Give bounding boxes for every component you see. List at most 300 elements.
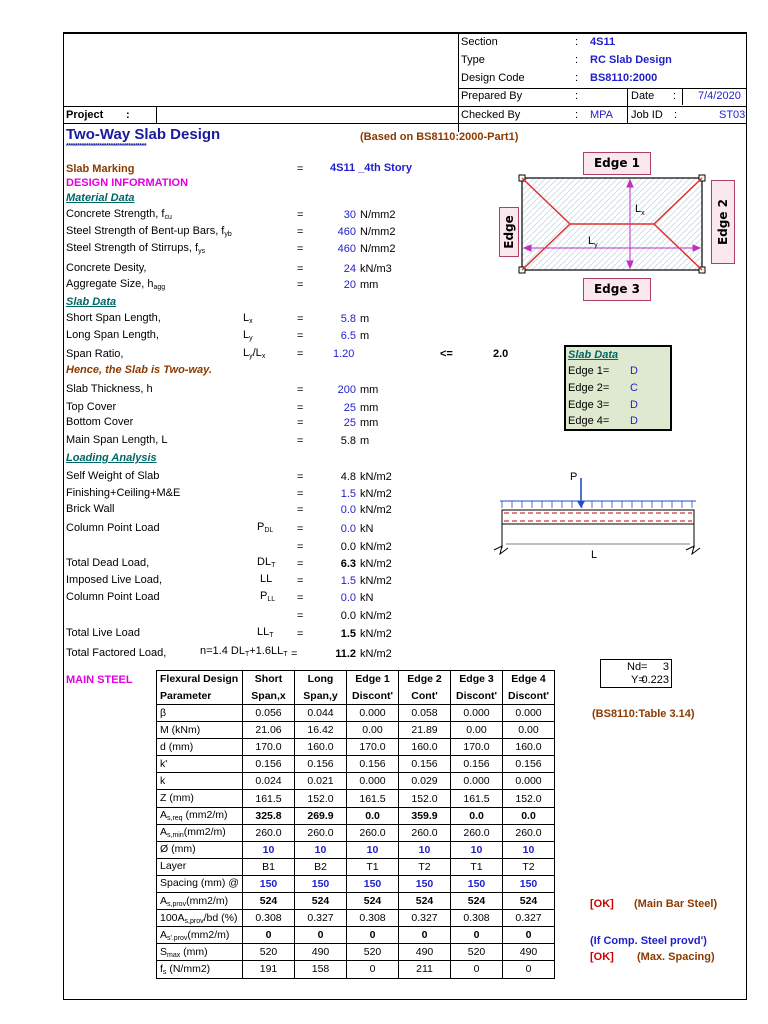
page-title: Two-Way Slab Design [66, 126, 221, 143]
header-divider [682, 88, 683, 105]
value-cell: 269.9 [295, 807, 347, 824]
header-line [458, 88, 747, 89]
total-live-symbol: $LL_T$ [257, 626, 274, 639]
beam-load-diagram [490, 468, 710, 568]
edge-condition-value: D [630, 365, 638, 377]
parameter-cell: $A_{s,min}(mm2/m)$ [157, 824, 243, 841]
max-spacing-ok: [OK] [590, 951, 614, 963]
value-cell: 260.0 [503, 824, 555, 841]
total-factored-formula: n=1.4 $DL_T+1.6LL_T$ [200, 645, 288, 658]
date-label: Date [631, 90, 655, 102]
table-row [157, 824, 555, 841]
value-cell: 150 [243, 875, 295, 892]
table-row [157, 807, 555, 824]
value-cell: T1 [451, 858, 503, 875]
eq: = [297, 610, 304, 622]
value-cell: 260.0 [451, 824, 503, 841]
date-colon: : [673, 90, 677, 102]
main-bar-note: (Main Bar Steel) [634, 898, 718, 910]
parameter-cell: d (mm) [157, 739, 243, 756]
value-cell: 0.00 [347, 722, 399, 739]
eq: = [297, 541, 304, 553]
material-value: 460 [337, 243, 356, 255]
table-header-row [157, 688, 555, 705]
span-ratio-label: Span Ratio, [66, 348, 124, 360]
edge-4-text: Edge [502, 215, 516, 249]
column-load-dl-value: 0.0 [340, 523, 356, 535]
jobid-colon: : [674, 109, 678, 121]
nd-value: 3 [662, 661, 669, 673]
value-cell: 524 [243, 893, 295, 910]
eq: = [297, 402, 304, 414]
value-cell: 152.0 [503, 790, 555, 807]
edge-condition-value: D [630, 399, 638, 411]
table-header: Edge 4 [503, 671, 555, 688]
value-cell: 0 [503, 961, 555, 978]
parameter-cell: M (kNm) [157, 722, 243, 739]
table-header: Cont' [399, 688, 451, 705]
value-cell: 21.89 [399, 722, 451, 739]
value-cell: 0.0 [347, 807, 399, 824]
value-cell: 0.308 [347, 910, 399, 927]
right-break [686, 546, 700, 554]
point-load-arrowhead [577, 501, 585, 508]
total-dead-value: 6.3 [340, 558, 356, 570]
total-dead-unit: kN/m2 [360, 558, 392, 570]
left-break [494, 546, 508, 554]
comp-steel-note: (If Comp. Steel provd') [590, 935, 707, 947]
slab-box-title: Slab Data [568, 349, 619, 361]
main-steel-heading: MAIN STEEL [66, 674, 133, 686]
value-cell: 0.156 [399, 756, 451, 773]
nd-label: Nd= [627, 661, 648, 673]
parameter-cell: $A_{s'.prov}(mm2/m)$ [157, 927, 243, 944]
value-cell: 0 [295, 927, 347, 944]
value-cell: 10 [295, 841, 347, 858]
value-cell: 524 [503, 893, 555, 910]
value-cell: 0.029 [399, 773, 451, 790]
value-cell: 0.156 [503, 756, 555, 773]
value-cell: 170.0 [451, 739, 503, 756]
parameter-cell: $100A_{s,prov}/bd$ (%) [157, 910, 243, 927]
parameter-cell: $f_s$ (N/mm2) [157, 961, 243, 978]
header-line [63, 106, 747, 107]
edge-3-label: Edge 3 [583, 278, 651, 301]
value-cell: 0.156 [451, 756, 503, 773]
point-load-label: P [570, 471, 578, 483]
value-cell: 150 [295, 875, 347, 892]
long-span-label: Long Span Length, [66, 329, 159, 341]
slab-thickness-value: 200 [337, 384, 356, 396]
edge-4-label [499, 207, 519, 257]
value-cell: B1 [243, 858, 295, 875]
material-label: Concrete Strength, $f_{cu}$ [66, 208, 172, 221]
column-load-ll-area-unit: kN/m2 [360, 610, 392, 622]
edge-2-label [711, 180, 735, 264]
edge-condition-value: C [630, 382, 638, 394]
header-divider [156, 106, 157, 123]
value-cell: 0 [347, 927, 399, 944]
loading-heading: Loading Analysis [66, 452, 157, 464]
value-cell: 161.5 [451, 790, 503, 807]
parameter-cell: $A_{s,prov}(mm2/m)$ [157, 893, 243, 910]
imposed-live-unit: kN/m2 [360, 575, 392, 587]
slab-thickness-label: Slab Thickness, h [66, 383, 153, 395]
material-value: 460 [337, 226, 356, 238]
project-colon: : [126, 109, 130, 121]
value-cell: 0.021 [295, 773, 347, 790]
short-span-symbol: $L_x$ [243, 312, 253, 325]
brick-wall-value: 0.0 [340, 504, 356, 516]
value-cell: 10 [347, 841, 399, 858]
eq: = [297, 417, 304, 429]
self-weight-label: Self Weight of Slab [66, 470, 160, 482]
section-colon: : [575, 36, 579, 48]
code-label: Design Code [461, 72, 525, 84]
material-value: 20 [343, 279, 356, 291]
eq: = [297, 471, 304, 483]
value-cell: T1 [347, 858, 399, 875]
material-heading: Material Data [66, 192, 135, 204]
prepared-label: Prepared By [461, 90, 523, 102]
table-row [157, 944, 555, 961]
table-row [157, 893, 555, 910]
edge-2-text: Edge 2 [716, 198, 730, 246]
value-cell: 359.9 [399, 807, 451, 824]
type-label: Type [461, 54, 485, 66]
bottom-cover-unit: mm [360, 417, 379, 429]
eq: = [297, 209, 304, 221]
table-header: Long [295, 671, 347, 688]
total-dead-symbol: $DL_T$ [257, 556, 276, 569]
total-live-value: 1.5 [340, 628, 356, 640]
value-cell: 0.056 [243, 705, 295, 722]
eq: = [297, 226, 304, 238]
value-cell: 152.0 [295, 790, 347, 807]
finishing-value: 1.5 [340, 488, 356, 500]
value-cell: 0.000 [503, 773, 555, 790]
table-header: Edge 3 [451, 671, 503, 688]
parameter-cell: Z (mm) [157, 790, 243, 807]
total-live-label: Total Live Load [66, 627, 140, 639]
top-cover-label: Top Cover [66, 401, 117, 413]
eq: = [297, 313, 304, 325]
table-row [157, 927, 555, 944]
beam-section [502, 510, 694, 524]
table-row [157, 705, 555, 722]
short-span-label: Short Span Length, [66, 312, 161, 324]
short-span-value: 5.8 [340, 313, 356, 325]
design-info-heading: DESIGN INFORMATION [66, 177, 189, 189]
bottom-cover-label: Bottom Cover [66, 416, 134, 428]
brick-wall-label: Brick Wall [66, 503, 115, 515]
value-cell: 260.0 [243, 824, 295, 841]
edge-condition-label: Edge 3= [568, 399, 610, 411]
value-cell: 0.327 [399, 910, 451, 927]
y-label: Y= [631, 674, 645, 686]
parameter-cell: β [157, 705, 243, 722]
value-cell: 0.00 [451, 722, 503, 739]
prepared-colon: : [575, 90, 579, 102]
table-row [157, 722, 555, 739]
eq: = [297, 523, 304, 535]
value-cell: 260.0 [347, 824, 399, 841]
eq: = [297, 263, 304, 275]
value-cell: 0 [347, 961, 399, 978]
table-row [157, 910, 555, 927]
value-cell: 0.000 [347, 705, 399, 722]
value-cell: 170.0 [243, 739, 295, 756]
ratio-limit: 2.0 [493, 348, 509, 360]
column-load-dl-area-unit: kN/m2 [360, 541, 392, 553]
value-cell: 0 [399, 927, 451, 944]
parameter-cell: $S_{max}$ (mm) [157, 944, 243, 961]
header-divider [458, 32, 459, 132]
y-value: 0.223 [641, 674, 669, 686]
value-cell: 0.0 [503, 807, 555, 824]
column-load-dl-symbol: $P_{DL}$ [257, 521, 274, 534]
slab-marking-label: Slab Marking [66, 163, 135, 175]
parameter-cell: k' [157, 756, 243, 773]
bottom-cover-value: 25 [343, 417, 356, 429]
finishing-label: Finishing+Ceiling+M&E [66, 487, 181, 499]
table-header: Edge 2 [399, 671, 451, 688]
span-ratio-value: 1.20 [333, 348, 355, 360]
slab-edge-conditions-box [564, 345, 672, 431]
value-cell: 160.0 [399, 739, 451, 756]
total-dead-label: Total Dead Load, [66, 557, 150, 569]
value-cell: 520 [243, 944, 295, 961]
eq: = [297, 592, 304, 604]
nd-gamma-box [600, 659, 672, 688]
value-cell: 0 [243, 927, 295, 944]
code-basis: (Based on BS8110:2000-Part1) [360, 131, 519, 143]
value-cell: 160.0 [295, 739, 347, 756]
value-cell: 0.308 [451, 910, 503, 927]
table-header: Discont' [503, 688, 555, 705]
table-row [157, 858, 555, 875]
value-cell: 490 [503, 944, 555, 961]
value-cell: B2 [295, 858, 347, 875]
value-cell: 490 [295, 944, 347, 961]
table-header: Span,x [243, 688, 295, 705]
value-cell: 524 [295, 893, 347, 910]
finishing-unit: kN/m2 [360, 488, 392, 500]
main-bar-ok: [OK] [590, 898, 614, 910]
value-cell: 10 [399, 841, 451, 858]
column-load-dl-label: Column Point Load [66, 522, 160, 534]
value-cell: 0 [451, 961, 503, 978]
jobid-label: Job ID [631, 109, 663, 121]
value-cell: 0.000 [347, 773, 399, 790]
value-cell: 260.0 [399, 824, 451, 841]
table-header: Flexural Design [157, 671, 243, 688]
edge-condition-label: Edge 1= [568, 365, 610, 377]
value-cell: 150 [399, 875, 451, 892]
material-label: Aggregate Size, $h_{agg}$ [66, 278, 166, 291]
self-weight-unit: kN/m2 [360, 471, 392, 483]
column-load-ll-area-value: 0.0 [340, 610, 356, 622]
slab-thickness-unit: mm [360, 384, 379, 396]
value-cell: 520 [451, 944, 503, 961]
value-cell: 150 [451, 875, 503, 892]
value-cell: 10 [503, 841, 555, 858]
section-label: Section [461, 36, 498, 48]
parameter-cell: Layer [157, 858, 243, 875]
value-cell: 260.0 [295, 824, 347, 841]
value-cell: 524 [399, 893, 451, 910]
ly-label: $L_y$ [588, 235, 598, 249]
value-cell: T2 [399, 858, 451, 875]
main-span-value: 5.8 [340, 435, 356, 447]
table-row [157, 875, 555, 892]
value-cell: 160.0 [503, 739, 555, 756]
short-span-unit: m [360, 313, 370, 325]
code-value: BS8110:2000 [590, 72, 658, 84]
material-unit: N/mm2 [360, 209, 396, 221]
value-cell: 161.5 [347, 790, 399, 807]
value-cell: 150 [503, 875, 555, 892]
material-unit: N/mm2 [360, 226, 396, 238]
eq: = [297, 163, 304, 175]
section-value: 4S11 [590, 36, 616, 48]
type-value: RC Slab Design [590, 54, 672, 66]
column-load-ll-label: Column Point Load [66, 591, 160, 603]
udl-arrows [502, 501, 692, 508]
self-weight-value: 4.8 [340, 471, 356, 483]
table-row [157, 841, 555, 858]
material-unit: kN/m3 [360, 263, 392, 275]
value-cell: 0.00 [503, 722, 555, 739]
long-span-symbol: $L_y$ [243, 329, 253, 342]
value-cell: 0.308 [243, 910, 295, 927]
brick-wall-unit: kN/m2 [360, 504, 392, 516]
eq: = [297, 488, 304, 500]
project-label: Project [66, 109, 104, 121]
table-reference: (BS8110:Table 3.14) [592, 708, 695, 720]
table-header: Span,y [295, 688, 347, 705]
total-factored-unit: kN/m2 [360, 648, 392, 660]
value-cell: 0.044 [295, 705, 347, 722]
table-row [157, 756, 555, 773]
value-cell: T2 [503, 858, 555, 875]
value-cell: 0.000 [503, 705, 555, 722]
parameter-cell: Ø (mm) [157, 841, 243, 858]
eq: = [297, 504, 304, 516]
long-span-unit: m [360, 330, 370, 342]
value-cell: 161.5 [243, 790, 295, 807]
total-factored-label: Total Factored Load, [66, 647, 167, 659]
checked-colon: : [575, 109, 579, 121]
title-underline-stars: ************************************ [66, 143, 147, 150]
value-cell: 170.0 [347, 739, 399, 756]
value-cell: 0.058 [399, 705, 451, 722]
span-ratio-symbol: $L_y/L_x$ [243, 347, 266, 360]
value-cell: 524 [347, 893, 399, 910]
value-cell: 158 [295, 961, 347, 978]
table-row [157, 790, 555, 807]
lx-label: $L_x$ [635, 203, 645, 217]
table-header: Parameter [157, 688, 243, 705]
value-cell: 520 [347, 944, 399, 961]
column-load-ll-unit: kN [360, 592, 374, 604]
value-cell: 16.42 [295, 722, 347, 739]
eq: = [297, 243, 304, 255]
material-label: Steel Strength of Stirrups, $f_{ys}$ [66, 242, 206, 255]
edge-1-label: Edge 1 [583, 152, 651, 175]
total-factored-value: 11.2 [335, 648, 356, 660]
span-label: L [591, 549, 598, 561]
value-cell: 0 [503, 927, 555, 944]
value-cell: 0.000 [451, 705, 503, 722]
table-header: Discont' [347, 688, 399, 705]
material-label: Concrete Desity, [66, 262, 147, 274]
column-load-ll-value: 0.0 [340, 592, 356, 604]
header-divider [627, 88, 628, 123]
value-cell: 0 [451, 927, 503, 944]
total-live-unit: kN/m2 [360, 628, 392, 640]
imposed-live-symbol: LL [260, 573, 273, 585]
value-cell: 0.156 [243, 756, 295, 773]
eq: = [297, 575, 304, 587]
material-value: 30 [343, 209, 356, 221]
table-header: Edge 1 [347, 671, 399, 688]
eq: = [297, 279, 304, 291]
value-cell: 0.327 [295, 910, 347, 927]
value-cell: 0.0 [451, 807, 503, 824]
value-cell: 150 [347, 875, 399, 892]
top-cover-unit: mm [360, 402, 379, 414]
eq: = [291, 648, 298, 660]
column-load-dl-area-value: 0.0 [340, 541, 356, 553]
value-cell: 325.8 [243, 807, 295, 824]
main-span-unit: m [360, 435, 370, 447]
checked-value: MPA [590, 109, 614, 121]
value-cell: 490 [399, 944, 451, 961]
eq: = [297, 435, 304, 447]
material-value: 24 [343, 263, 356, 275]
value-cell: 10 [451, 841, 503, 858]
value-cell: 0.156 [347, 756, 399, 773]
value-cell: 0.000 [451, 773, 503, 790]
eq: = [297, 330, 304, 342]
jobid-value: ST03 [719, 109, 746, 121]
value-cell: 191 [243, 961, 295, 978]
table-header: Discont' [451, 688, 503, 705]
table-row [157, 773, 555, 790]
two-way-conclusion: Hence, the Slab is Two-way. [66, 364, 212, 376]
edge-condition-value: D [630, 415, 638, 427]
eq: = [297, 384, 304, 396]
table-body [157, 705, 555, 979]
ratio-compare: <= [440, 348, 453, 360]
code-colon: : [575, 72, 579, 84]
slab-data-heading: Slab Data [66, 296, 117, 308]
parameter-cell: k [157, 773, 243, 790]
value-cell: 21.06 [243, 722, 295, 739]
value-cell: 0.024 [243, 773, 295, 790]
eq: = [297, 628, 304, 640]
header-line [63, 33, 747, 34]
slab-marking-value: 4S11 _4th Story [330, 162, 412, 174]
value-cell: 0.327 [503, 910, 555, 927]
header-line [63, 123, 747, 124]
table-header: Short [243, 671, 295, 688]
value-cell: 152.0 [399, 790, 451, 807]
edge-condition-label: Edge 2= [568, 382, 610, 394]
main-span-label: Main Span Length, L [66, 434, 168, 446]
eq: = [297, 348, 304, 360]
